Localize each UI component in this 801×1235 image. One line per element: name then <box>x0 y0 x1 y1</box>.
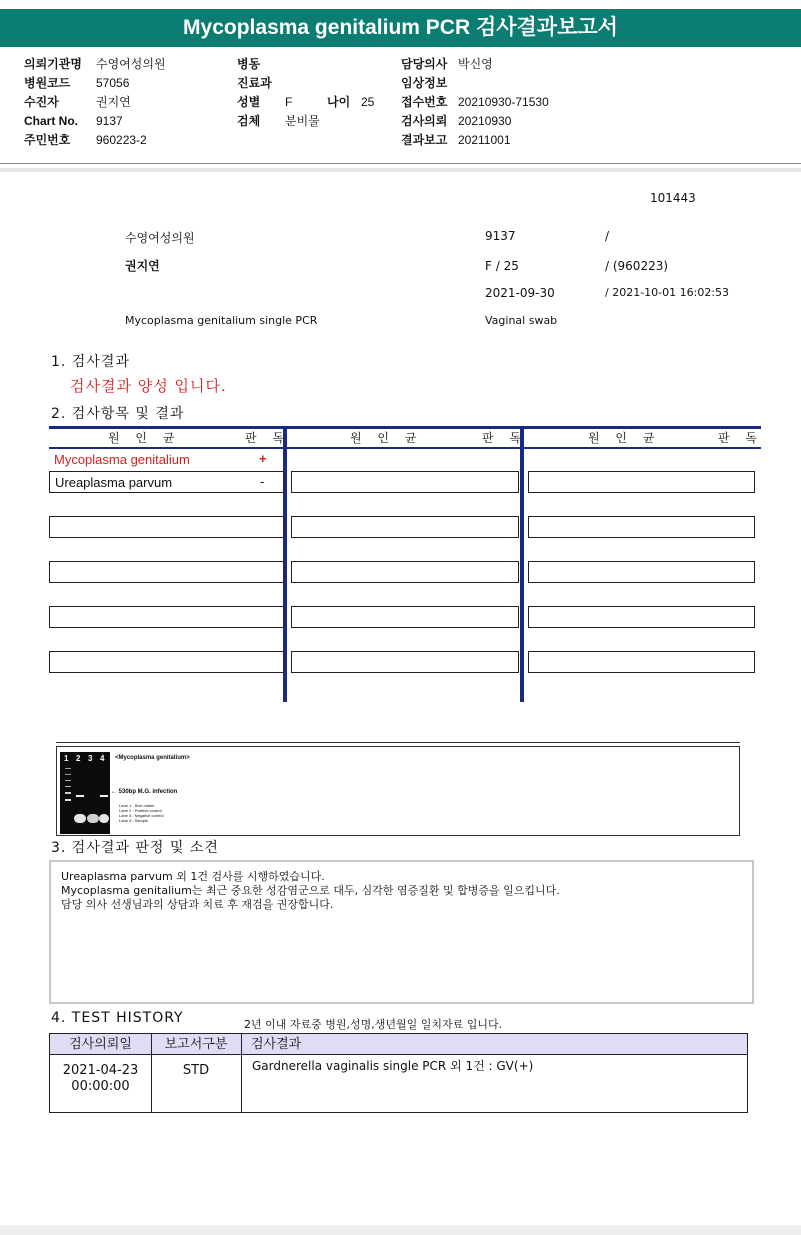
clinical-info-label: 임상정보 <box>401 76 448 90</box>
history-time: 00:00:00 <box>71 1079 130 1094</box>
section-3-title: 3. 검사결과 판정 및 소견 <box>51 840 219 856</box>
empty-result-box <box>49 516 284 538</box>
gel-ladder-band <box>65 780 71 781</box>
hospital-name-label: 의뢰기관명 <box>24 57 82 71</box>
empty-result-box <box>528 516 755 538</box>
section-1-title: 1. 검사결과 <box>51 354 130 370</box>
gel-lane-number: 4 <box>100 754 105 763</box>
history-type: STD <box>182 1063 210 1078</box>
empty-result-box <box>528 651 755 673</box>
gel-primer-dimer <box>87 814 99 823</box>
comment-line: Mycoplasma genitalium는 최근 중요한 성감염군으로 대두, 심각한 염증질환 및 합병증을 일으킵니다. <box>61 884 560 897</box>
report-title: Mycoplasma genitalium PCR 검사결과보고서 <box>0 9 801 47</box>
body-birth: / (960223) <box>605 259 669 273</box>
gel-primer-dimer <box>99 814 109 823</box>
receipt-no-value: 20210930-71530 <box>458 95 549 109</box>
result-organism-mg: Mycoplasma genitalium <box>54 452 190 467</box>
history-header-date: 검사의뢰일 <box>50 1034 151 1055</box>
report-date-value: 20211001 <box>458 133 511 147</box>
header-col-3 <box>401 55 549 150</box>
empty-result-box <box>49 561 284 583</box>
gel-legend-item: Lane 1 : Size maker <box>119 803 155 808</box>
empty-result-box <box>291 516 519 538</box>
empty-result-box <box>528 606 755 628</box>
doctor-label: 담당의사 <box>401 57 448 71</box>
gel-lane-number: 2 <box>76 754 81 763</box>
gel-legend-item: Lane 2 : Positive control <box>119 808 162 813</box>
result-value-up: - <box>260 474 265 489</box>
header-col-1 <box>24 55 166 150</box>
gel-top-rule <box>56 742 740 743</box>
gel-title: <Mycoplasma genitalium> <box>115 755 190 761</box>
history-table <box>49 1033 748 1113</box>
age-value: 25 <box>361 95 375 109</box>
request-date-label: 검사의뢰 <box>401 114 448 128</box>
specimen-label: 검체 <box>237 114 261 128</box>
gel-legend-item: Lane 4 : Sample <box>119 818 149 823</box>
body-patient: 권지연 <box>125 259 160 273</box>
report-date-label: 결과보고 <box>401 133 448 147</box>
gel-band-label: ← 530bp M.G. infection <box>111 789 178 795</box>
empty-result-box <box>528 471 755 493</box>
gel-ladder-band <box>65 768 71 769</box>
ward-label: 병동 <box>237 57 261 71</box>
patient-label: 수진자 <box>24 95 59 109</box>
chart-no-value: 9137 <box>96 114 123 128</box>
gel-panel <box>56 746 740 836</box>
col-organism-2: 원 인 균 <box>350 431 423 445</box>
history-header-result: 검사결과 <box>241 1034 747 1055</box>
page-footer-bar <box>0 1225 801 1235</box>
col-organism-1: 원 인 균 <box>108 431 181 445</box>
empty-result-box <box>291 606 519 628</box>
comment-line: 담당 의사 선생님과의 상담과 치료 후 재검을 권장합니다. <box>61 898 334 911</box>
gel-ladder-band <box>65 786 71 787</box>
gel-lane-number: 3 <box>88 754 93 763</box>
header-col-2 <box>237 55 374 131</box>
gel-positive-band <box>76 795 84 797</box>
patient-value: 권지연 <box>96 95 131 109</box>
sex-value: F <box>285 95 293 109</box>
gel-ladder-band <box>65 792 71 794</box>
empty-result-box <box>49 606 284 628</box>
body-sex-age: F / 25 <box>485 259 519 273</box>
history-divider <box>241 1034 242 1112</box>
section-4-title: 4. TEST HISTORY <box>51 1010 184 1026</box>
results-table-divider-2 <box>520 426 524 702</box>
chart-no-label: Chart No. <box>24 114 78 128</box>
gel-image <box>60 752 110 834</box>
department-label: 진료과 <box>237 76 272 90</box>
hospital-name-value: 수영여성의원 <box>96 57 166 71</box>
body-date-request: 2021-09-30 <box>485 286 555 300</box>
col-result-3: 판 독 <box>718 431 763 445</box>
hospital-code-label: 병원코드 <box>24 76 71 90</box>
hospital-code-value: 57056 <box>96 76 130 90</box>
history-date: 2021-04-23 <box>62 1063 139 1078</box>
specimen-value: 분비물 <box>285 114 320 128</box>
section-2-title: 2. 검사항목 및 결과 <box>51 406 185 422</box>
resident-no-value: 960223-2 <box>96 133 147 147</box>
comment-line: Ureaplasma parvum 외 1건 검사를 시행하였습니다. <box>61 870 325 883</box>
gel-sample-band <box>100 795 108 797</box>
gel-legend <box>119 803 163 823</box>
history-result: Gardnerella vaginalis single PCR 외 1건 : GV(+) <box>252 1059 534 1073</box>
gel-legend-item: Lane 3 : Negative control <box>119 813 164 818</box>
history-date-cell <box>50 1063 151 1095</box>
gel-lane-number: 1 <box>64 754 69 763</box>
comment-box <box>49 860 754 1004</box>
receipt-no-label: 접수번호 <box>401 95 448 109</box>
body-date-report: / 2021-10-01 16:02:53 <box>605 286 730 299</box>
report-code: 101443 <box>650 191 696 205</box>
body-chart: 9137 <box>485 229 516 243</box>
col-organism-3: 원 인 균 <box>588 431 661 445</box>
body-slash: / <box>605 229 610 243</box>
col-result-2: 판 독 <box>482 431 527 445</box>
result-value-mg: + <box>259 451 267 466</box>
body-test-name: Mycoplasma genitalium single PCR <box>125 314 318 327</box>
gel-primer-dimer <box>74 814 86 823</box>
history-header-type: 보고서구분 <box>151 1034 241 1055</box>
empty-result-box <box>291 561 519 583</box>
header-divider <box>0 163 801 164</box>
result-summary: 검사결과 양성 입니다. <box>70 377 227 395</box>
body-specimen: Vaginal swab <box>485 314 558 327</box>
result-organism-up: Ureaplasma parvum <box>55 475 173 490</box>
empty-result-box <box>528 561 755 583</box>
col-result-1: 판 독 <box>245 431 290 445</box>
history-note: 2년 이내 자료중 병원,성명,생년월일 일치자료 입니다. <box>244 1018 503 1031</box>
empty-result-box <box>291 471 519 493</box>
results-table-header-border <box>49 447 761 449</box>
resident-no-label: 주민번호 <box>24 133 71 147</box>
age-label: 나이 <box>327 95 351 109</box>
header-shadow <box>0 168 801 172</box>
request-date-value: 20210930 <box>458 114 512 128</box>
gel-ladder-band <box>65 799 71 801</box>
body-hospital: 수영여성의원 <box>125 231 195 245</box>
sex-label: 성별 <box>237 95 261 109</box>
doctor-value: 박신영 <box>458 57 493 71</box>
gel-ladder-band <box>65 774 71 775</box>
empty-result-box <box>291 651 519 673</box>
empty-result-box <box>49 651 284 673</box>
results-table-top-border <box>49 426 761 429</box>
